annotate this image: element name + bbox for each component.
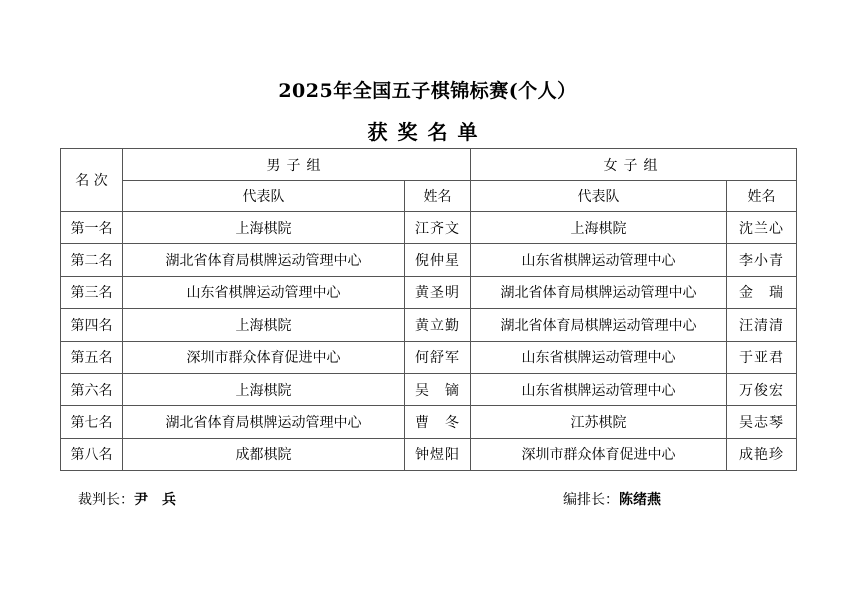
rank-cell: 第六名 xyxy=(61,373,123,405)
men-group-header: 男子组 xyxy=(123,149,471,181)
men-team-cell: 湖北省体育局棋牌运动管理中心 xyxy=(123,406,405,438)
rank-cell: 第八名 xyxy=(61,438,123,470)
men-name-cell: 黄圣明 xyxy=(405,276,471,308)
chief-scheduler-label: 编排长： xyxy=(563,492,619,508)
men-name-cell: 钟煜阳 xyxy=(405,438,471,470)
document-title: 2025年全国五子棋锦标赛(个人） xyxy=(278,80,577,102)
women-name-cell: 吴志琴 xyxy=(727,406,797,438)
rank-cell: 第三名 xyxy=(61,276,123,308)
women-team-cell: 山东省棋牌运动管理中心 xyxy=(471,341,727,373)
women-name-cell: 成艳珍 xyxy=(727,438,797,470)
rank-cell: 第一名 xyxy=(61,212,123,244)
women-team-cell: 湖北省体育局棋牌运动管理中心 xyxy=(471,276,727,308)
chief-referee-label: 裁判长： xyxy=(78,492,134,508)
rank-cell: 第四名 xyxy=(61,309,123,341)
table-row xyxy=(61,276,797,308)
women-team-cell: 山东省棋牌运动管理中心 xyxy=(471,373,727,405)
men-team-cell: 湖北省体育局棋牌运动管理中心 xyxy=(123,244,405,276)
women-name-cell: 金 瑞 xyxy=(727,276,797,308)
table-row xyxy=(61,212,797,244)
women-team-header: 代表队 xyxy=(471,181,727,212)
document-subtitle: 获奖名单 xyxy=(367,120,488,144)
table-row xyxy=(61,341,797,373)
chief-referee xyxy=(78,489,176,509)
table-row xyxy=(61,244,797,276)
chief-scheduler-name: 陈绪燕 xyxy=(619,492,661,508)
rank-header: 名 次 xyxy=(61,149,123,212)
rank-cell: 第二名 xyxy=(61,244,123,276)
men-name-cell: 何舒军 xyxy=(405,341,471,373)
men-name-cell: 倪仲星 xyxy=(405,244,471,276)
women-team-cell: 上海棋院 xyxy=(471,212,727,244)
women-name-cell: 于亚君 xyxy=(727,341,797,373)
women-group-header: 女子组 xyxy=(471,149,797,181)
rank-cell: 第七名 xyxy=(61,406,123,438)
women-team-cell: 湖北省体育局棋牌运动管理中心 xyxy=(471,309,727,341)
men-name-cell: 黄立勤 xyxy=(405,309,471,341)
awards-table xyxy=(60,148,797,471)
rank-cell: 第五名 xyxy=(61,341,123,373)
men-name-cell: 曹 冬 xyxy=(405,406,471,438)
men-team-cell: 深圳市群众体育促进中心 xyxy=(123,341,405,373)
table-row xyxy=(61,309,797,341)
men-name-header: 姓名 xyxy=(405,181,471,212)
men-team-cell: 上海棋院 xyxy=(123,373,405,405)
women-name-cell: 万俊宏 xyxy=(727,373,797,405)
table-row xyxy=(61,406,797,438)
men-team-cell: 上海棋院 xyxy=(123,212,405,244)
chief-referee-name: 尹 兵 xyxy=(134,492,176,508)
men-name-cell: 吴 镝 xyxy=(405,373,471,405)
table-row xyxy=(61,438,797,470)
women-name-cell: 李小青 xyxy=(727,244,797,276)
men-team-cell: 山东省棋牌运动管理中心 xyxy=(123,276,405,308)
women-team-cell: 山东省棋牌运动管理中心 xyxy=(471,244,727,276)
women-team-cell: 深圳市群众体育促进中心 xyxy=(471,438,727,470)
men-team-header: 代表队 xyxy=(123,181,405,212)
women-name-header: 姓名 xyxy=(727,181,797,212)
men-name-cell: 江齐文 xyxy=(405,212,471,244)
men-team-cell: 成都棋院 xyxy=(123,438,405,470)
men-team-cell: 上海棋院 xyxy=(123,309,405,341)
table-row xyxy=(61,373,797,405)
chief-scheduler xyxy=(563,489,661,509)
women-team-cell: 江苏棋院 xyxy=(471,406,727,438)
women-name-cell: 沈兰心 xyxy=(727,212,797,244)
women-name-cell: 汪清清 xyxy=(727,309,797,341)
